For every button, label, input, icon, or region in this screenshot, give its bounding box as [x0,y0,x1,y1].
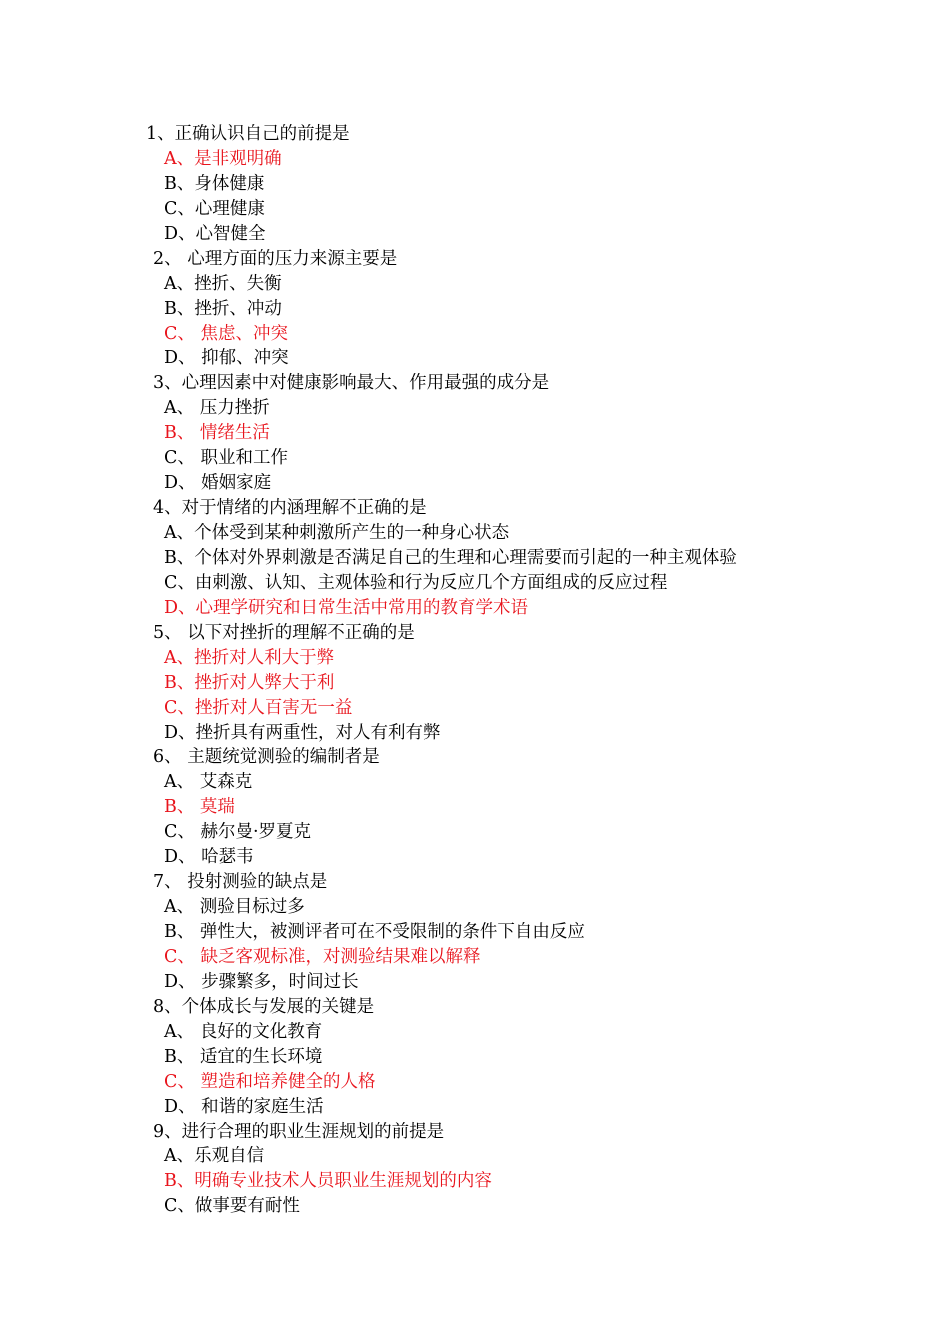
correct-option: B、 莫瑞 [164,797,235,818]
option: D、 和谐的家庭生活 [164,1096,324,1117]
option: A、 测验目标过多 [164,897,305,918]
option: B、个体对外界刺激是否满足自己的生理和心理需要而引起的一种主观体验 [164,547,737,568]
correct-option: C、 焦虑、冲突 [164,323,288,344]
option: B、 适宜的生长环境 [164,1046,323,1067]
option: D、挫折具有两重性，对人有利有弊 [164,722,441,743]
option: B、挫折、冲动 [164,298,282,319]
option: A、乐观自信 [164,1146,265,1167]
option: D、 哈瑟韦 [164,847,254,868]
option: C、由刺激、认知、主观体验和行为反应几个方面组成的反应过程 [164,572,668,593]
option: A、 艾森克 [164,772,253,793]
correct-option: A、是非观明确 [164,148,282,169]
correct-option: C、 缺乏客观标准，对测验结果难以解释 [164,946,481,967]
question-3: 3、心理因素中对健康影响最大、作用最强的成分是 [153,373,550,394]
option: A、个体受到某种刺激所产生的一种身心状态 [164,523,510,543]
question-4: 4、对于情绪的内涵理解不正确的是 [153,498,427,519]
option: D、 抑郁、冲突 [164,348,289,369]
option: C、 赫尔曼·罗夏克 [164,822,312,843]
question-1: 1、正确认识自己的前提是 [146,124,350,144]
correct-option: D、心理学研究和日常生活中常用的教育学术语 [164,597,529,618]
option: A、 压力挫折 [164,398,270,419]
question-2: 2、 心理方面的压力来源主要是 [153,248,398,269]
correct-option: B、挫折对人弊大于利 [164,672,335,693]
question-5: 5、 以下对挫折的理解不正确的是 [153,622,415,643]
option: D、心智健全 [164,223,266,244]
question-7: 7、 投射测验的缺点是 [153,872,328,893]
option: A、 良好的文化教育 [164,1021,323,1042]
correct-option: B、 情绪生活 [164,423,270,444]
option: C、做事要有耐性 [164,1196,300,1217]
option: C、 职业和工作 [164,448,288,469]
correct-option: C、 塑造和培养健全的人格 [164,1071,376,1092]
correct-option: B、明确专业技术人员职业生涯规划的内容 [164,1171,492,1192]
option: A、挫折、失衡 [164,273,282,294]
option: D、 婚姻家庭 [164,473,272,494]
question-6: 6、 主题统觉测验的编制者是 [153,747,380,768]
question-9: 9、进行合理的职业生涯规划的前提是 [153,1121,445,1142]
option: D、 步骤繁多，时间过长 [164,971,359,992]
correct-option: A、挫折对人利大于弊 [164,647,335,668]
correct-option: C、挫折对人百害无一益 [164,697,353,718]
question-8: 8、个体成长与发展的关键是 [153,996,375,1017]
option: B、 弹性大，被测评者可在不受限制的条件下自由反应 [164,922,585,942]
option: C、心理健康 [164,198,265,219]
option: B、身体健康 [164,173,265,194]
question-list [0,122,950,1219]
